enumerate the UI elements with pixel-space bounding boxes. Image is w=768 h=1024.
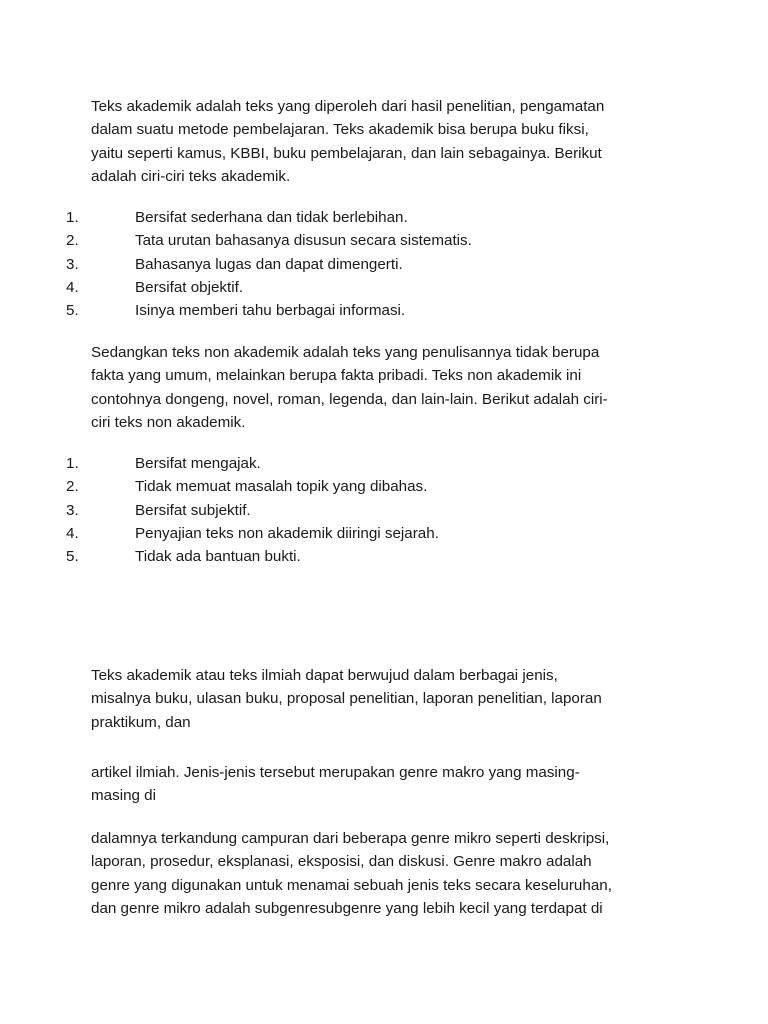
list-number: 2. xyxy=(66,232,79,250)
paragraph-genre-description xyxy=(91,827,691,920)
list-text: Bahasanya lugas dan dapat dimengerti. xyxy=(135,255,403,273)
list-item xyxy=(0,253,768,276)
paragraph-line: yaitu seperti kamus, KBBI, buku pembelajaran, dan lain sebagainya. Berikut xyxy=(91,144,602,162)
paragraph-line: Teks akademik atau teks ilmiah dapat berwujud dalam berbagai jenis, xyxy=(91,667,558,684)
list-item xyxy=(0,475,768,498)
list-text: Penyajian teks non akademik diiringi sejarah. xyxy=(135,524,439,542)
paragraph-line: fakta yang umum, melainkan berupa fakta pribadi. Teks non akademik ini xyxy=(91,367,582,385)
list-number: 5. xyxy=(66,548,79,566)
list-text: Isinya memberi tahu berbagai informasi. xyxy=(135,302,406,320)
list-item xyxy=(0,276,768,299)
list-number: 4. xyxy=(66,278,79,296)
list-item xyxy=(0,206,768,229)
list-item xyxy=(0,522,768,545)
paragraph-line: adalah ciri-ciri teks akademik. xyxy=(91,167,291,185)
list-number: 5. xyxy=(66,302,79,320)
paragraph-scientific-article xyxy=(91,761,691,808)
list-number: 3. xyxy=(66,255,79,273)
list-text: Tidak ada bantuan bukti. xyxy=(135,548,301,566)
list-number: 4. xyxy=(66,524,79,542)
paragraph-line: artikel ilmiah. Jenis-jenis tersebut merupakan genre makro yang masing- xyxy=(91,764,580,781)
list-text: Tidak memuat masalah topik yang dibahas. xyxy=(135,478,428,496)
list-item xyxy=(0,452,768,475)
paragraph-line: contohnya dongeng, novel, roman, legenda, dan lain-lain. Berikut adalah ciri- xyxy=(91,390,608,408)
list-item xyxy=(0,499,768,522)
list-item xyxy=(0,229,768,252)
list-number: 2. xyxy=(66,478,79,496)
paragraph-line: laporan, prosedur, eksplanasi, eksposisi, dan diskusi. Genre makro adalah xyxy=(91,853,592,871)
paragraph-line: praktikum, dan xyxy=(91,713,191,731)
paragraph-line: masing di xyxy=(91,787,156,805)
paragraph-line: misalnya buku, ulasan buku, proposal penelitian, laporan penelitian, laporan xyxy=(91,690,602,708)
list-item xyxy=(0,545,768,568)
list-number: 1. xyxy=(66,455,79,472)
academic-characteristics-list xyxy=(0,206,768,322)
list-text: Bersifat sederhana dan tidak berlebihan. xyxy=(135,209,408,226)
paragraph-line: dalamnya terkandung campuran dari beberapa genre mikro seperti deskripsi, xyxy=(91,830,610,847)
list-text: Bersifat subjektif. xyxy=(135,501,251,519)
paragraph-line: ciri teks non akademik. xyxy=(91,413,246,431)
list-item xyxy=(0,299,768,322)
paragraph-line: Sedangkan teks non akademik adalah teks yang penulisannya tidak berupa xyxy=(91,344,600,361)
list-text: Tata urutan bahasanya disusun secara sistematis. xyxy=(135,232,472,250)
paragraph-line: Teks akademik adalah teks yang diperoleh dari hasil penelitian, pengamatan xyxy=(91,98,605,115)
paragraph-line: genre yang digunakan untuk menamai sebuah jenis teks secara keseluruhan, xyxy=(91,876,612,894)
paragraph-non-academic-text xyxy=(91,341,691,434)
paragraph-line: dan genre mikro adalah subgenresubgenre yang lebih kecil yang terdapat di xyxy=(91,899,603,917)
list-number: 1. xyxy=(66,209,79,226)
list-text: Bersifat mengajak. xyxy=(135,455,261,472)
paragraph-academic-types xyxy=(91,664,691,734)
paragraph-line: dalam suatu metode pembelajaran. Teks akademik bisa berupa buku fiksi, xyxy=(91,121,589,139)
list-text: Bersifat objektif. xyxy=(135,278,244,296)
list-number: 3. xyxy=(66,501,79,519)
paragraph-academic-text xyxy=(91,95,691,188)
non-academic-characteristics-list xyxy=(0,452,768,568)
